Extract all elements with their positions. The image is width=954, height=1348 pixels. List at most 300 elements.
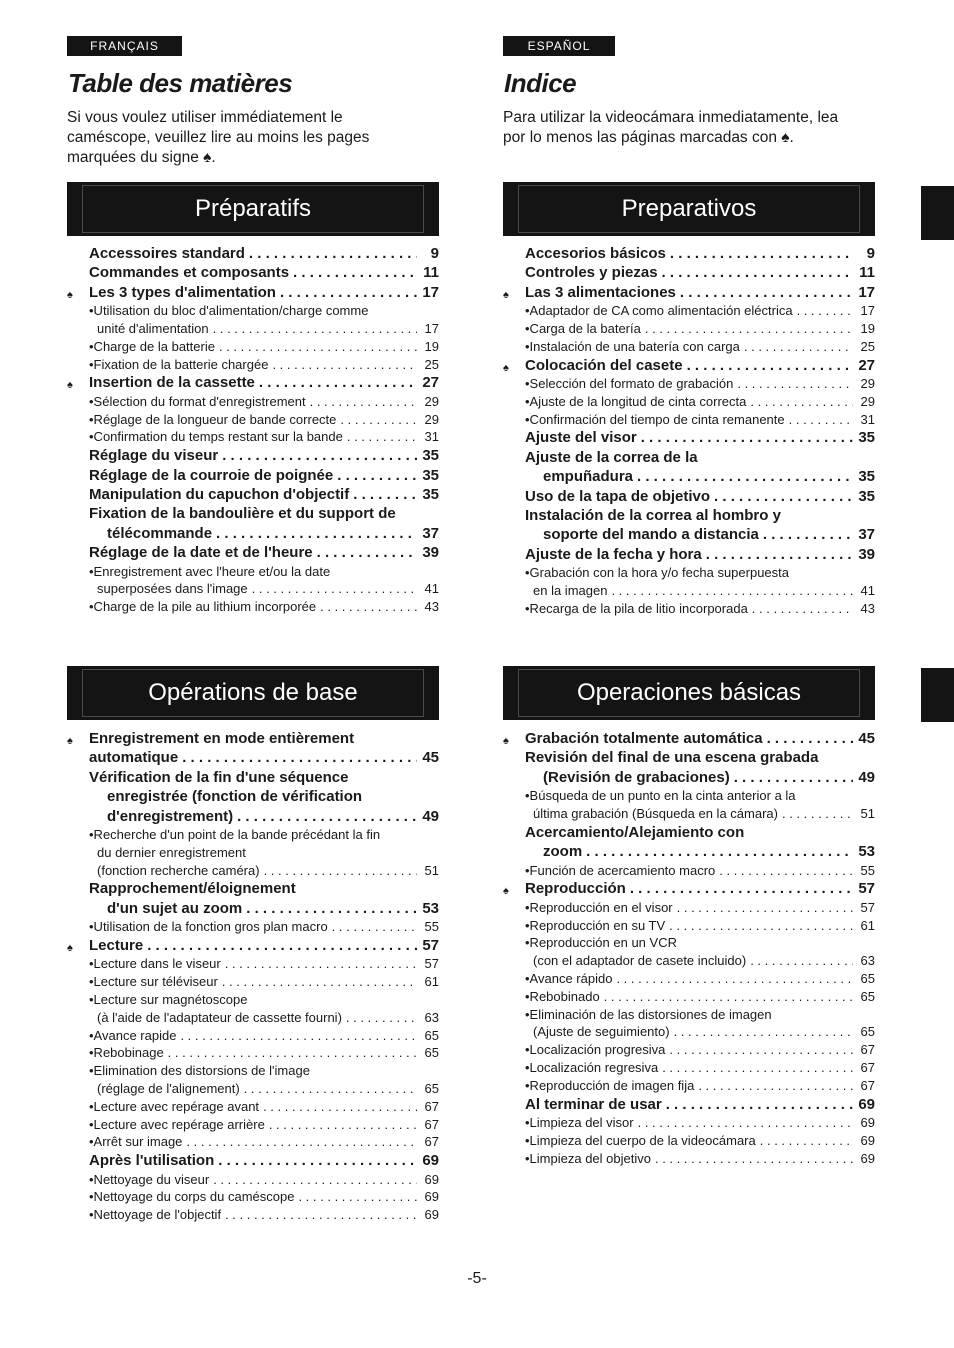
toc-entry-text: •Sélection du format d'enregistrement xyxy=(89,393,306,409)
toc-list-es-operaciones xyxy=(503,729,875,1167)
toc-entry xyxy=(525,320,875,338)
toc-page-number: 63 xyxy=(860,953,875,969)
toc-entry xyxy=(67,373,439,392)
toc-entry xyxy=(89,1171,439,1189)
toc-entry-text: Insertion de la cassette xyxy=(89,374,255,392)
toc-entry-text: •Lecture avec repérage arrière xyxy=(89,1116,265,1132)
toc-entry xyxy=(89,244,439,263)
toc-page-number: 69 xyxy=(424,1171,439,1187)
toc-entry xyxy=(89,393,439,411)
toc-entry-text: •Réglage de la longueur de bande correcte xyxy=(89,411,337,427)
toc-entry-text: (Revisión de grabaciones) xyxy=(543,768,730,786)
toc-entry-text: •Lecture dans le viseur xyxy=(89,956,221,972)
dot-leader xyxy=(347,428,417,446)
toc-page-number: 67 xyxy=(860,1077,875,1093)
toc-entry-text: •Nettoyage de l'objectif xyxy=(89,1207,222,1223)
toc-page-number: 63 xyxy=(424,1009,439,1025)
toc-page-number: 9 xyxy=(866,245,875,262)
toc-entry-text: empuñadura xyxy=(543,468,634,486)
toc-entry-text: Reproducción xyxy=(525,880,626,898)
toc-entry-text: Colocación del casete xyxy=(525,356,683,374)
dot-leader xyxy=(272,356,417,374)
toc-entry-text: Controles y piezas xyxy=(525,264,658,282)
toc-page-number: 69 xyxy=(860,1132,875,1148)
dot-leader xyxy=(252,580,417,598)
toc-page-number: 19 xyxy=(860,321,875,337)
toc-entry-text: •Localización regresiva xyxy=(525,1060,659,1075)
toc-page-number: 65 xyxy=(424,1045,439,1061)
dot-leader xyxy=(213,1171,417,1189)
toc-entry-text: Ajuste de la fecha y hora xyxy=(525,545,702,563)
toc-page-number: 19 xyxy=(424,338,439,354)
toc-page-number: 35 xyxy=(858,487,875,505)
toc-page-number: 49 xyxy=(422,807,439,825)
toc-entry-text: •Localización progresiva xyxy=(525,1042,666,1058)
toc-entry-text: •Arrêt sur image xyxy=(89,1134,183,1150)
toc-entry-text: •Selección del formato de grabación xyxy=(525,376,734,392)
toc-entry xyxy=(525,448,875,467)
language-tag-es: ESPAÑOL xyxy=(503,36,615,56)
toc-entry xyxy=(89,1044,439,1062)
toc-entry xyxy=(525,1150,875,1168)
toc-entry xyxy=(503,729,875,748)
toc-entry xyxy=(525,1132,875,1150)
dot-leader xyxy=(353,485,417,504)
toc-page-number: 25 xyxy=(860,338,875,354)
toc-entry xyxy=(89,263,439,282)
toc-entry xyxy=(525,600,875,618)
toc-list-fr-operations xyxy=(67,729,439,1224)
toc-entry-text: •Avance rápido xyxy=(525,971,613,987)
page-number: -5- xyxy=(467,1270,487,1287)
dot-leader xyxy=(182,748,417,767)
dot-leader xyxy=(213,320,417,338)
toc-entry xyxy=(89,955,439,973)
dot-leader xyxy=(246,899,417,918)
toc-entry xyxy=(89,504,439,523)
dot-leader xyxy=(782,805,853,823)
dot-leader xyxy=(317,543,417,562)
toc-page-number: 35 xyxy=(422,466,439,484)
toc-entry-text: •Enregistrement avec l'heure et/ou la date xyxy=(89,563,331,579)
dot-leader xyxy=(737,375,853,393)
toc-entry-text: Manipulation du capuchon d'objectif xyxy=(89,486,350,504)
toc-entry xyxy=(89,1151,439,1170)
dot-leader xyxy=(750,952,853,970)
toc-entry-text: •Función de acercamiento macro xyxy=(525,862,716,878)
toc-entry xyxy=(525,1077,875,1095)
toc-entry-text: •Avance rapide xyxy=(89,1027,177,1043)
dot-leader xyxy=(346,1009,417,1027)
toc-entry-text: •Utilisation de la fonction gros plan macro xyxy=(89,919,328,935)
toc-entry-text: •Fixation de la batterie chargée xyxy=(89,356,269,372)
dot-leader xyxy=(666,1095,853,1114)
toc-entry xyxy=(67,936,439,955)
toc-entry-text: Réglage de la courroie de poignée xyxy=(89,466,334,484)
dot-leader xyxy=(669,917,853,935)
toc-page-number: 29 xyxy=(424,393,439,409)
toc-entry-text: Rapprochement/éloignement xyxy=(89,880,296,898)
toc-entry xyxy=(89,543,439,562)
toc-entry xyxy=(525,545,875,564)
toc-entry xyxy=(89,1009,439,1027)
dot-leader xyxy=(760,1132,853,1150)
toc-entry-text: (Ajuste de seguimiento) xyxy=(533,1024,670,1040)
toc-entry-text: •Limpieza del objetivo xyxy=(525,1150,651,1166)
toc-page-number: 31 xyxy=(424,429,439,445)
toc-page-number: 43 xyxy=(860,600,875,616)
dot-leader xyxy=(637,467,853,486)
dot-leader xyxy=(259,373,417,392)
toc-entry-text: •Nettoyage du corps du caméscope xyxy=(89,1189,295,1205)
toc-page-number: 11 xyxy=(423,264,439,282)
dot-leader xyxy=(332,918,417,936)
toc-page-number: 65 xyxy=(860,988,875,1004)
toc-entry xyxy=(89,807,439,826)
toc-entry-text: (à l'aide de l'adaptateur de cassette fourni) xyxy=(97,1009,342,1025)
toc-entry-text: •Adaptador de CA como alimentación eléctrica xyxy=(525,303,793,319)
section-banner-preparativos xyxy=(503,182,875,236)
toc-entry xyxy=(525,338,875,356)
toc-entry xyxy=(525,506,875,525)
dot-leader xyxy=(218,1151,417,1170)
dot-leader xyxy=(586,842,853,861)
banner-label: Preparativos xyxy=(518,185,860,233)
banner-label: Operaciones básicas xyxy=(518,669,860,717)
toc-entry-text: Après l'utilisation xyxy=(89,1152,215,1170)
toc-entry-text: última grabación (Búsqueda en la cámara) xyxy=(533,806,778,822)
toc-entry xyxy=(525,582,875,600)
toc-page-number: 69 xyxy=(422,1152,439,1170)
toc-entry xyxy=(89,1133,439,1151)
toc-entry xyxy=(525,862,875,880)
toc-entry xyxy=(525,988,875,1006)
dot-leader xyxy=(670,244,853,263)
toc-entry xyxy=(503,283,875,302)
toc-entry xyxy=(89,302,439,320)
toc-page-number: 37 xyxy=(422,524,439,542)
toc-page-number: 69 xyxy=(860,1115,875,1130)
dot-leader xyxy=(680,283,853,302)
toc-page-number: 41 xyxy=(424,581,439,597)
banner-label: Préparatifs xyxy=(82,185,424,233)
toc-entry-text: superposées dans l'image xyxy=(97,581,248,597)
dot-leader xyxy=(616,970,853,988)
toc-entry xyxy=(89,899,439,918)
dot-leader xyxy=(744,338,853,356)
toc-entry-text: Les 3 types d'alimentation xyxy=(89,283,276,301)
toc-page-number: 51 xyxy=(860,806,875,822)
toc-entry xyxy=(89,411,439,429)
dot-leader xyxy=(264,862,417,880)
toc-entry xyxy=(525,525,875,544)
dot-leader xyxy=(662,1059,853,1077)
toc-entry xyxy=(525,1023,875,1041)
toc-entry xyxy=(89,580,439,598)
section-banner-preparatifs xyxy=(67,182,439,236)
toc-page-number: 43 xyxy=(424,599,439,615)
dot-leader xyxy=(222,973,417,991)
toc-page-number: 35 xyxy=(858,429,875,447)
toc-page-number: 49 xyxy=(858,768,875,786)
dot-leader xyxy=(698,1077,853,1095)
toc-entry xyxy=(89,1062,439,1080)
dot-leader xyxy=(674,1023,853,1041)
toc-page-number: 53 xyxy=(422,899,439,917)
dot-leader xyxy=(719,862,853,880)
banner-label: Opérations de base xyxy=(82,669,424,717)
toc-page-number: 67 xyxy=(424,1134,439,1150)
dot-leader xyxy=(222,446,417,465)
toc-entry xyxy=(89,879,439,898)
dot-leader xyxy=(734,768,853,787)
toc-entry-text: •Utilisation du bloc d'alimentation/charge comme xyxy=(89,303,369,319)
toc-entry-text: •Reproducción en el visor xyxy=(525,899,673,915)
toc-page-number: 35 xyxy=(422,447,439,465)
toc-page-number: 53 xyxy=(858,843,875,861)
toc-entry xyxy=(525,302,875,320)
dot-leader xyxy=(687,356,853,375)
spade-icon: ♠ xyxy=(503,735,509,747)
section-banner-operaciones-basicas xyxy=(503,666,875,720)
toc-page-number: 57 xyxy=(858,880,875,898)
toc-entry-text: unité d'alimentation xyxy=(97,321,209,337)
toc-entry-text: Commandes et composants xyxy=(89,264,290,282)
toc-entry xyxy=(525,748,875,767)
toc-page-number: 35 xyxy=(858,468,875,486)
toc-page-number: 55 xyxy=(424,919,439,935)
toc-entry xyxy=(525,823,875,842)
toc-page-number: 61 xyxy=(860,917,875,933)
toc-entry-text: Fixation de la bandoulière et du support de xyxy=(89,505,396,523)
dot-leader xyxy=(249,244,417,263)
toc-entry xyxy=(525,899,875,917)
toc-page-number: 69 xyxy=(860,1150,875,1166)
toc-page-number: 45 xyxy=(422,749,439,767)
dot-leader xyxy=(752,600,853,618)
toc-entry xyxy=(89,973,439,991)
intro-text-es: Para utilizar la videocámara inmediatamente, lea por lo menos las páginas marcadas con ♠. xyxy=(503,109,839,146)
toc-page-number: 45 xyxy=(858,730,875,747)
toc-entry-text: •Reproducción en su TV xyxy=(525,917,666,933)
toc-entry-text: zoom xyxy=(543,843,583,861)
toc-page-number: 17 xyxy=(858,283,875,301)
dot-leader xyxy=(604,988,853,1006)
toc-page-number: 65 xyxy=(860,1024,875,1040)
dot-leader xyxy=(216,524,417,543)
dot-leader xyxy=(237,807,417,826)
toc-entry xyxy=(525,1006,875,1024)
toc-entry-text: Grabación totalmente automática xyxy=(525,730,763,747)
toc-entry-text: •Lecture sur téléviseur xyxy=(89,974,218,990)
toc-entry-text: •Búsqueda de un punto en la cinta anterior a la xyxy=(525,788,796,804)
toc-page-number: 39 xyxy=(858,545,875,563)
spade-icon: ♠ xyxy=(67,942,73,955)
toc-entry-text: enregistrée (fonction de vérification xyxy=(107,788,363,806)
toc-page-number: 51 xyxy=(424,862,439,878)
toc-page-number: 27 xyxy=(422,374,439,392)
spade-icon: ♠ xyxy=(67,735,73,747)
toc-entry xyxy=(89,748,439,767)
toc-entry-text: Réglage de la date et de l'heure xyxy=(89,544,313,562)
dot-leader xyxy=(763,525,853,544)
toc-entry-text: du dernier enregistrement xyxy=(97,844,246,860)
toc-entry xyxy=(89,918,439,936)
toc-entry xyxy=(89,446,439,465)
toc-entry xyxy=(89,524,439,543)
toc-entry xyxy=(89,1098,439,1116)
dot-leader xyxy=(168,1044,417,1062)
toc-entry-text: Vérification de la fin d'une séquence xyxy=(89,768,349,786)
toc-page-number: 69 xyxy=(424,1207,439,1223)
toc-page-number: 29 xyxy=(860,393,875,409)
toc-entry xyxy=(525,1114,875,1132)
toc-entry xyxy=(89,356,439,374)
toc-page-number: 69 xyxy=(858,1095,875,1113)
dot-leader xyxy=(269,1116,417,1134)
toc-entry-text: •Reproducción de imagen fija xyxy=(525,1077,695,1093)
toc-entry xyxy=(525,393,875,411)
toc-entry xyxy=(525,805,875,823)
dot-leader xyxy=(280,283,417,302)
toc-page-number: 39 xyxy=(422,544,439,562)
dot-leader xyxy=(147,936,417,955)
dot-leader xyxy=(750,393,853,411)
toc-entry-text: Accessoires standard xyxy=(89,245,245,262)
toc-entry-text: •Limpieza del visor xyxy=(525,1115,634,1130)
toc-page-number: 9 xyxy=(430,245,439,262)
toc-entry xyxy=(89,787,439,806)
toc-entry-text: Ajuste de la correa de la xyxy=(525,448,698,466)
toc-entry xyxy=(503,356,875,375)
dot-leader xyxy=(320,598,417,616)
toc-entry xyxy=(525,564,875,582)
toc-page-number: 61 xyxy=(424,974,439,990)
dot-leader xyxy=(655,1150,853,1168)
toc-entry xyxy=(525,787,875,805)
dot-leader xyxy=(219,338,417,356)
toc-page-number: 65 xyxy=(860,971,875,987)
dot-leader xyxy=(638,1114,853,1132)
toc-entry xyxy=(503,879,875,898)
toc-entry xyxy=(89,320,439,338)
toc-entry xyxy=(525,411,875,429)
dot-leader xyxy=(789,411,853,429)
toc-entry-text: •Charge de la batterie xyxy=(89,338,215,354)
toc-entry xyxy=(525,428,875,447)
dot-leader xyxy=(662,263,853,282)
dot-leader xyxy=(337,466,417,485)
toc-entry-text: automatique xyxy=(89,749,179,767)
toc-entry xyxy=(89,1206,439,1224)
toc-entry xyxy=(89,862,439,880)
dot-leader xyxy=(225,1206,417,1224)
toc-page-number: 67 xyxy=(424,1116,439,1132)
toc-page-number: 57 xyxy=(860,899,875,915)
page-title-fr: Table des matières xyxy=(68,68,293,98)
toc-entry xyxy=(525,917,875,935)
toc-entry xyxy=(89,1188,439,1206)
toc-entry xyxy=(525,467,875,486)
toc-page-number: 65 xyxy=(424,1027,439,1043)
toc-entry xyxy=(89,1080,439,1098)
toc-list-es-preparativos xyxy=(503,244,875,618)
toc-entry-text: •Nettoyage du viseur xyxy=(89,1171,210,1187)
toc-entry-text: •Confirmation du temps restant sur la bande xyxy=(89,429,343,445)
toc-entry-text: Al terminar de usar xyxy=(525,1095,662,1113)
toc-entry-text: •Recarga de la pila de litio incorporada xyxy=(525,600,748,616)
toc-entry-text: •Ajuste de la longitud de cinta correcta xyxy=(525,393,747,409)
toc-page-number: 41 xyxy=(860,583,875,599)
toc-entry xyxy=(525,244,875,263)
dot-leader xyxy=(186,1133,417,1151)
toc-entry-text: Acercamiento/Alejamiento con xyxy=(525,823,745,841)
toc-entry-text: •Lecture avec repérage avant xyxy=(89,1098,260,1114)
toc-entry-text: d'un sujet au zoom xyxy=(107,899,243,917)
dot-leader xyxy=(244,1080,417,1098)
toc-entry-text: •Recherche d'un point de la bande précédant la fin xyxy=(89,827,381,843)
dot-leader xyxy=(677,899,853,917)
toc-entry-text: télécommande xyxy=(107,524,213,542)
page-title-es: Indice xyxy=(504,68,577,98)
toc-entry xyxy=(67,283,439,302)
toc-entry xyxy=(525,934,875,952)
toc-entry-text: •Charge de la pile au lithium incorporée xyxy=(89,599,317,615)
toc-entry-text: Las 3 alimentaciones xyxy=(525,283,676,301)
spade-icon: ♠ xyxy=(503,361,509,374)
toc-entry xyxy=(67,729,439,748)
dot-leader xyxy=(180,1027,417,1045)
toc-page-number: 25 xyxy=(424,356,439,372)
toc-page-number: 17 xyxy=(424,321,439,337)
dot-leader xyxy=(706,545,853,564)
spade-icon: ♠ xyxy=(67,379,73,392)
toc-page-number: 11 xyxy=(859,264,875,282)
toc-entry-text: •Carga de la batería xyxy=(525,321,641,337)
dot-leader xyxy=(630,879,853,898)
toc-entry xyxy=(89,826,439,844)
toc-entry-text: •Lecture sur magnétoscope xyxy=(89,992,248,1008)
toc-entry-text: Uso de la tapa de objetivo xyxy=(525,487,711,505)
toc-entry-text: •Rebobinage xyxy=(89,1045,164,1061)
toc-page-number: 27 xyxy=(858,356,875,374)
spade-icon: ♠ xyxy=(503,288,509,301)
spade-icon: ♠ xyxy=(503,885,509,898)
toc-page-number: 55 xyxy=(860,862,875,878)
toc-entry xyxy=(89,1027,439,1045)
toc-entry xyxy=(89,485,439,504)
dot-leader xyxy=(645,320,853,338)
toc-page-number: 17 xyxy=(422,283,439,301)
toc-entry xyxy=(89,768,439,787)
toc-page-number: 29 xyxy=(424,411,439,427)
toc-entry-text: Réglage du viseur xyxy=(89,447,219,465)
dot-leader xyxy=(310,393,417,411)
section-banner-operations-de-base xyxy=(67,666,439,720)
toc-entry xyxy=(89,598,439,616)
toc-entry-text: •Elimination des distorsions de l'image xyxy=(89,1063,310,1079)
toc-entry-text: Ajuste del visor xyxy=(525,429,637,447)
dot-leader xyxy=(340,411,417,429)
toc-entry-text: Enregistrement en mode entièrement xyxy=(89,730,355,747)
toc-entry-text: •Confirmación del tiempo de cinta remanente xyxy=(525,411,785,427)
dot-leader xyxy=(767,729,853,748)
toc-entry-text: en la imagen xyxy=(533,583,608,599)
toc-entry xyxy=(525,487,875,506)
toc-entry xyxy=(525,1059,875,1077)
toc-page-number: 69 xyxy=(424,1189,439,1205)
dot-leader xyxy=(669,1041,853,1059)
